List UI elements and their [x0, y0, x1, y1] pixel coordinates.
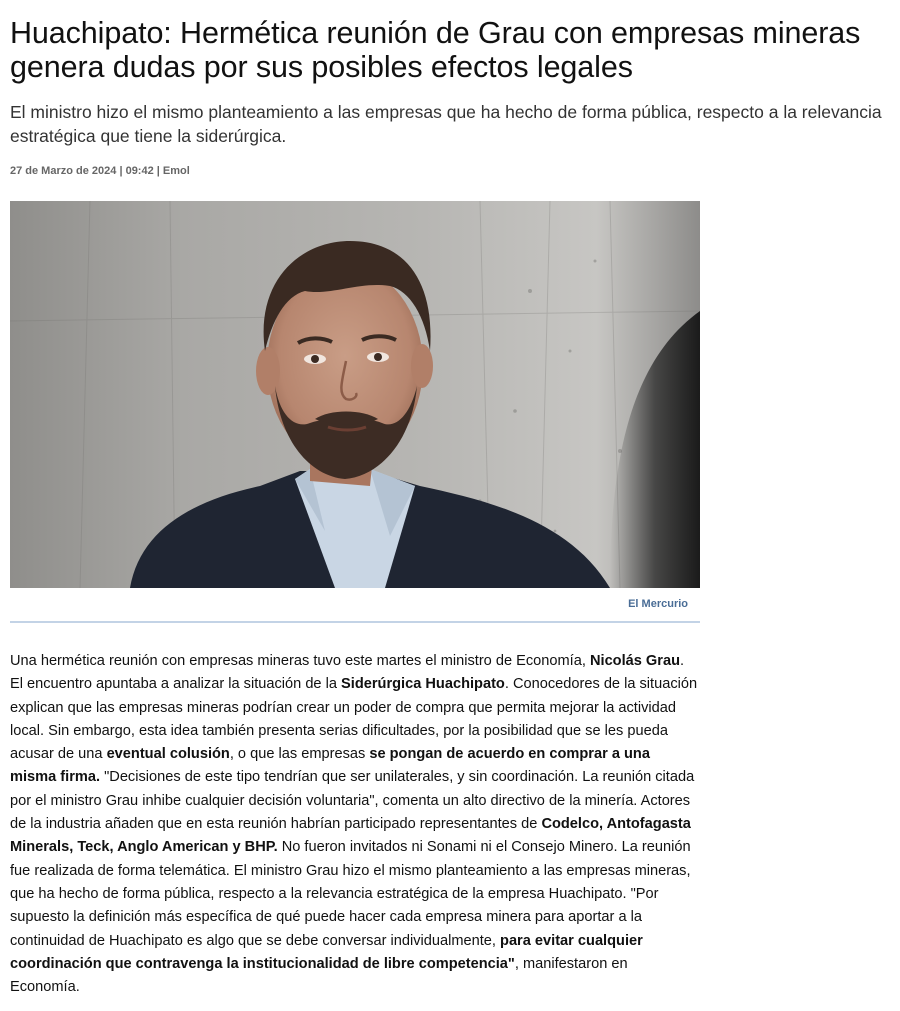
body-text-segment: No fueron invitados ni Sonami ni el Consejo Minero. La reunión fue realizada de forma telemática. El ministro Grau hizo el mismo planteamiento a las empresas mineras, que ha hecho de forma pública, respecto a la relevancia estratégica de la empresa Huachipato. "Por supuesto la definición más específica de qué puede hacer cada empresa minera para aportar a la continuidad de Huachipato es algo que se debe conversar individualmente, [10, 839, 691, 949]
article-headline: Huachipato: Hermética reunión de Grau con empresas mineras genera dudas por sus posibles efectos legales [10, 16, 861, 84]
body-text-segment: . Conocedores de la situación explican que las empresas mineras podrían crear un poder de compra que permita mejorar la actividad local. Sin embargo, esta idea también presenta serias dificultades, por la posibilidad que se les pueda acusar de una [10, 676, 698, 763]
body-emphasis: eventual colusión [106, 746, 230, 763]
body-text-segment: "Decisiones de este tipo tendrían que ser unilaterales, y sin coordinación. La reunión citada por el ministro Grau inhibe cualquier decisión voluntaria", comenta un alto directivo de la minería. Actores de la industria añaden que en esta reunión habrían participado representantes de [10, 769, 695, 833]
article-photo[interactable] [10, 201, 700, 588]
portrait-photo-illustration [10, 201, 700, 588]
photo-credit: El Mercurio [628, 598, 688, 610]
article-body [10, 650, 700, 999]
body-text-segment: . El encuentro apuntaba a analizar la situación de la [10, 653, 685, 693]
body-emphasis: Codelco, Antofagasta Minerals, Teck, Anglo American y BHP. [10, 816, 691, 856]
body-text-segment: , manifestaron en Economía. [10, 955, 628, 996]
body-emphasis: Nicolás Grau [589, 653, 680, 669]
body-emphasis: Siderúrgica Huachipato [341, 676, 505, 693]
article-figure [10, 201, 700, 623]
article-byline: 27 de Marzo de 2024 | 09:42 | Emol [10, 165, 190, 177]
body-emphasis: para evitar cualquier coordinación que contravenga la institucionalidad de libre competencia" [10, 932, 643, 972]
body-text-segment: Una hermética reunión con empresas mineras tuvo este martes el ministro de Economía, [10, 653, 590, 669]
article-deck: El ministro hizo el mismo planteamiento a las empresas que ha hecho de forma pública, respecto a la relevancia estratégica que tiene la siderúrgica. [10, 102, 882, 146]
body-text-segment: , o que las empresas [229, 746, 370, 763]
body-emphasis: se pongan de acuerdo en comprar a una misma firma. [10, 746, 650, 786]
article-header [10, 16, 890, 178]
